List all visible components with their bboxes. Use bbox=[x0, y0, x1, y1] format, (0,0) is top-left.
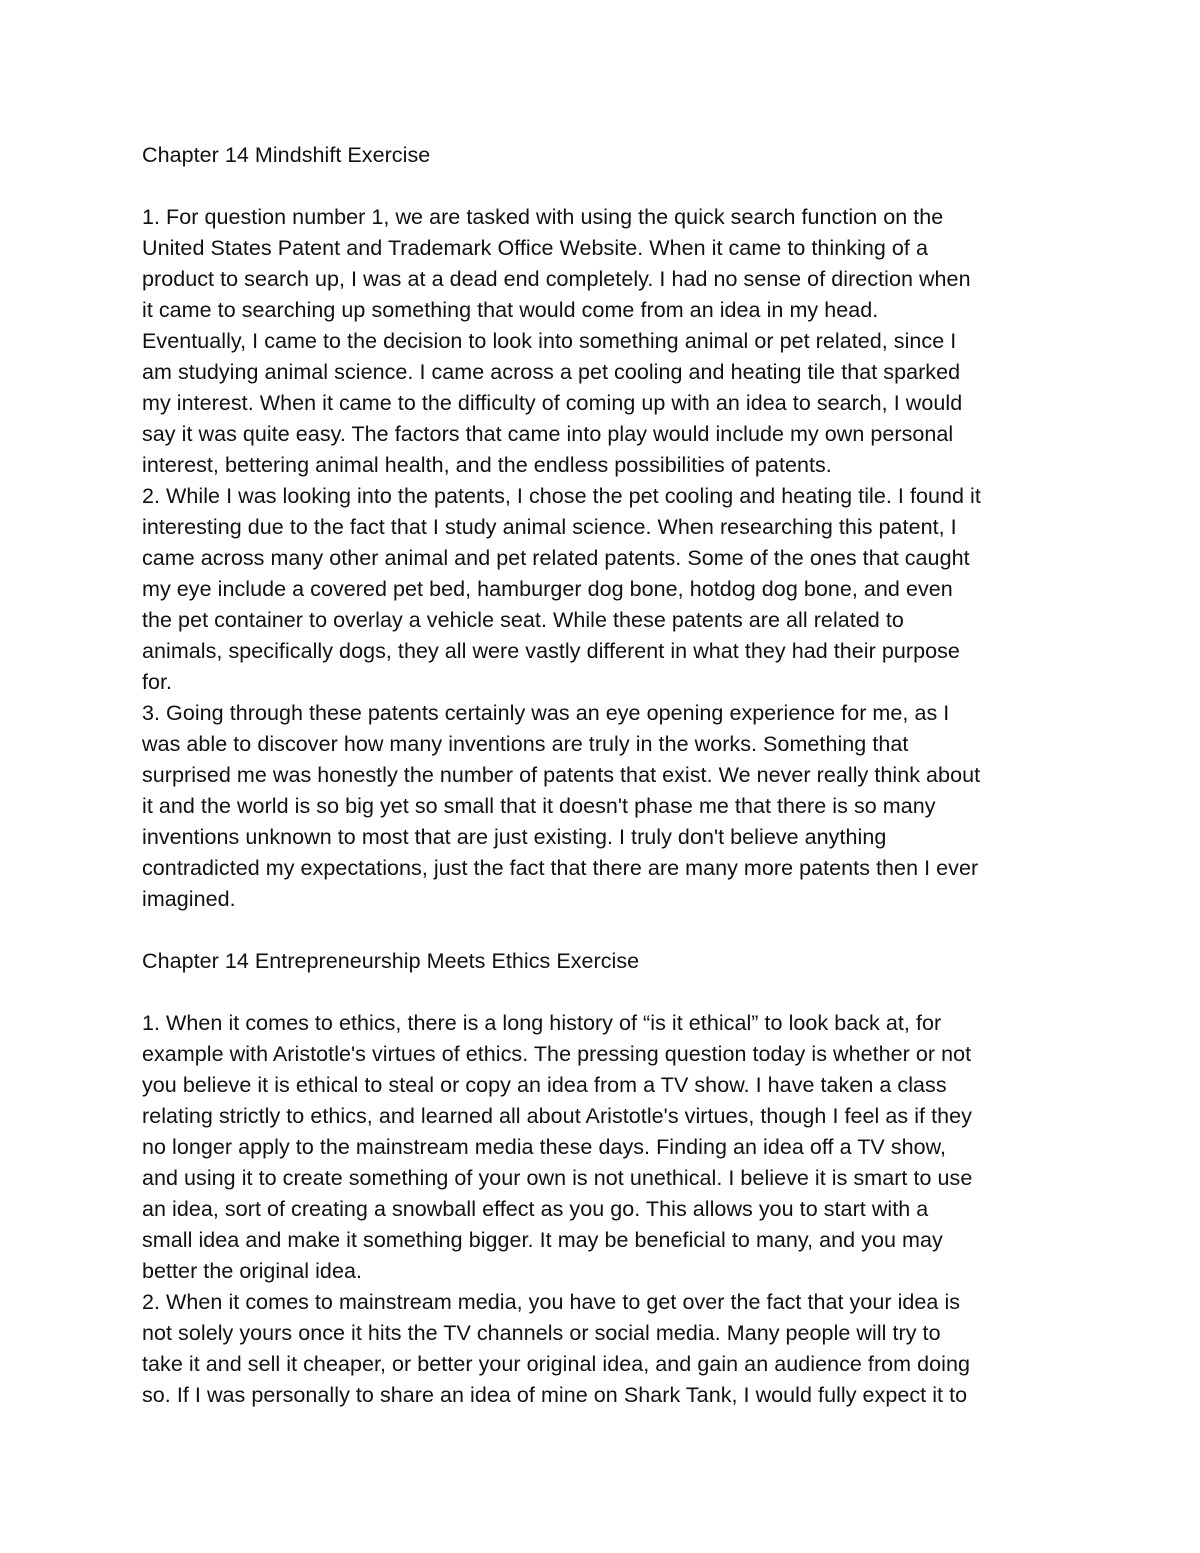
section-2-paragraph-1 bbox=[142, 1008, 1062, 1287]
section-2-title: Chapter 14 Entrepreneurship Meets Ethics Exercise bbox=[142, 949, 640, 973]
text-line: contradicted my expectations, just the fact that there are many more patents then I ever bbox=[142, 856, 979, 880]
text-line: came across many other animal and pet related patents. Some of the ones that caught bbox=[142, 546, 970, 570]
section-spacer bbox=[142, 915, 1062, 946]
text-line: 2. While I was looking into the patents, I chose the pet cooling and heating tile. I found it bbox=[142, 484, 981, 508]
text-line: an idea, sort of creating a snowball effect as you go. This allows you to start with a bbox=[142, 1197, 929, 1221]
text-line: Eventually, I came to the decision to look into something animal or pet related, since I bbox=[142, 329, 957, 353]
section-1-title: Chapter 14 Mindshift Exercise bbox=[142, 143, 431, 167]
section-2-paragraph-2 bbox=[142, 1287, 1062, 1411]
text-line: animals, specifically dogs, they all were vastly different in what they had their purpose bbox=[142, 639, 960, 663]
text-line: the pet container to overlay a vehicle seat. While these patents are all related to bbox=[142, 608, 904, 632]
text-line: not solely yours once it hits the TV channels or social media. Many people will try to bbox=[142, 1321, 941, 1345]
text-line: relating strictly to ethics, and learned all about Aristotle's virtues, though I feel as if they bbox=[142, 1104, 972, 1128]
text-line: 1. For question number 1, we are tasked with using the quick search function on the bbox=[142, 205, 944, 229]
text-line: so. If I was personally to share an idea of mine on Shark Tank, I would fully expect it to bbox=[142, 1383, 968, 1407]
text-line: example with Aristotle's virtues of ethics. The pressing question today is whether or not bbox=[142, 1042, 972, 1066]
document-page bbox=[142, 140, 1062, 1411]
text-line: was able to discover how many inventions are truly in the works. Something that bbox=[142, 732, 909, 756]
section-1-paragraph-3 bbox=[142, 698, 1062, 915]
text-line: my interest. When it came to the difficulty of coming up with an idea to search, I would bbox=[142, 391, 963, 415]
text-line: inventions unknown to most that are just existing. I truly don't believe anything bbox=[142, 825, 887, 849]
text-line: product to search up, I was at a dead end completely. I had no sense of direction when bbox=[142, 267, 971, 291]
text-line: say it was quite easy. The factors that came into play would include my own personal bbox=[142, 422, 954, 446]
text-line: my eye include a covered pet bed, hamburger dog bone, hotdog dog bone, and even bbox=[142, 577, 953, 601]
text-line: 2. When it comes to mainstream media, you have to get over the fact that your idea is bbox=[142, 1290, 961, 1314]
text-line: it came to searching up something that would come from an idea in my head. bbox=[142, 298, 879, 322]
text-line: you believe it is ethical to steal or copy an idea from a TV show. I have taken a class bbox=[142, 1073, 947, 1097]
text-line: interesting due to the fact that I study animal science. When researching this patent, I bbox=[142, 515, 957, 539]
text-line: interest, bettering animal health, and the endless possibilities of patents. bbox=[142, 453, 832, 477]
section-1-paragraph-2 bbox=[142, 481, 1062, 698]
text-line: it and the world is so big yet so small that it doesn't phase me that there is so many bbox=[142, 794, 936, 818]
text-line: 1. When it comes to ethics, there is a long history of “is it ethical” to look back at, for bbox=[142, 1011, 942, 1035]
text-line: take it and sell it cheaper, or better your original idea, and gain an audience from doing bbox=[142, 1352, 970, 1376]
text-line: imagined. bbox=[142, 887, 236, 911]
text-line: no longer apply to the mainstream media these days. Finding an idea off a TV show, bbox=[142, 1135, 947, 1159]
text-line: better the original idea. bbox=[142, 1259, 362, 1283]
text-line: United States Patent and Trademark Office Website. When it came to thinking of a bbox=[142, 236, 928, 260]
text-line: surprised me was honestly the number of patents that exist. We never really think about bbox=[142, 763, 981, 787]
text-line: for. bbox=[142, 670, 173, 694]
text-line: and using it to create something of your own is not unethical. I believe it is smart to use bbox=[142, 1166, 973, 1190]
text-line: small idea and make it something bigger. It may be beneficial to many, and you may bbox=[142, 1228, 943, 1252]
text-line: am studying animal science. I came across a pet cooling and heating tile that sparked bbox=[142, 360, 961, 384]
section-1-paragraph-1 bbox=[142, 202, 1062, 481]
text-line: 3. Going through these patents certainly was an eye opening experience for me, as I bbox=[142, 701, 950, 725]
